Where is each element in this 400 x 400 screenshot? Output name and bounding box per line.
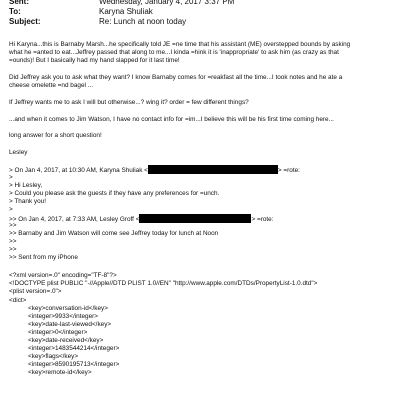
xml-line: <key>date-received</key> [28, 337, 104, 344]
quote-line [9, 165, 300, 175]
quote-line: > [9, 174, 13, 181]
xml-line: <integer>0</integer> [28, 329, 88, 336]
subject-value: Re: Lunch at noon today [99, 17, 187, 26]
xml-line: <key>remote-id</key> [28, 369, 92, 376]
quote-line: >> [9, 222, 17, 229]
body-line: If Jeffrey wants me to ask I will but otherwise...? wing it? order = few different things? [9, 99, 249, 106]
quote-prefix: >> On Jan 4, 2017, at 7:33 AM, Lesley Groff < [9, 216, 140, 223]
to-value: Karyna Shuliak [99, 7, 153, 16]
xml-line: <?xml version=.0" encoding="TF-8"?> [9, 272, 117, 279]
quote-suffix: > =rote: [251, 216, 274, 223]
sent-value: Wednesday, January 4, 2017 3:37 PM [99, 0, 235, 6]
sent-label: Sent: [9, 0, 29, 6]
quote-line: > Hi Lesley, [9, 182, 43, 189]
quote-line: >> Sent from my iPhone [9, 254, 78, 261]
body-line: Did Jeffrey ask you to ask what they want? I know Barnaby comes for =reakfast all the time...I took notes and he ate a [9, 74, 343, 81]
quote-line: >> [9, 246, 17, 253]
body-line: Hi Karyna...this is Barnaby Marsh...he specifically told JE =ne time that his assistant (ME) overstepped bounds by asking [9, 41, 351, 48]
quote-line: >> [9, 238, 17, 245]
body-line: cheese omelette =nd bagel ... [9, 82, 94, 89]
quote-prefix: > On Jan 4, 2017, at 10:30 AM, Karyna Shuliak < [9, 167, 148, 174]
quote-line: > Could you please ask the guests if they have any preferences for =unch. [9, 190, 220, 197]
xml-line: <integer>8590195713</integer> [28, 361, 120, 368]
body-line: ...and when it comes to Jim Watson, I have no contact info for =im...I believe this will be his first time coming here... [9, 116, 334, 123]
xml-line: <key>flags</key> [28, 353, 79, 360]
xml-line: <integer>9933</integer> [28, 313, 99, 320]
quote-line: >> Barnaby and Jim Watson will come see Jeffrey today for lunch at Noon [9, 230, 219, 237]
signature: Lesley [9, 149, 28, 156]
redaction-box [148, 165, 278, 174]
xml-line: <key>date-last-viewed</key> [28, 321, 112, 328]
body-line: =ounds)! But I basically had my hand slapped for it last time! [9, 57, 180, 64]
quote-suffix: > =rote: [277, 167, 300, 174]
xml-line: <dict> [9, 297, 27, 304]
xml-line: <key>conversation-id</key> [28, 305, 108, 312]
xml-line: <!DOCTYPE plist PUBLIC "-//Apple//DTD PLIST 1.0//EN" "http://www.apple.com/DTDs/PropertyList-1.0.dtd"> [9, 280, 318, 287]
body-line: what he =anted to eat...Jeffrey passed that along to me...I kinda =hink it is 'inappropriate' to ask him (as crazy as that [9, 49, 339, 56]
redaction-box [139, 214, 251, 223]
quote-line: > [9, 206, 13, 213]
body-line: long answer for a short question! [9, 132, 102, 139]
subject-label: Subject: [9, 17, 41, 26]
quote-line [9, 214, 273, 224]
xml-line: <integer>1483544214</integer> [28, 345, 120, 352]
to-label: To: [9, 7, 21, 16]
xml-line: <plist version=.0"> [9, 288, 62, 295]
quote-line: > Thank you! [9, 198, 47, 205]
